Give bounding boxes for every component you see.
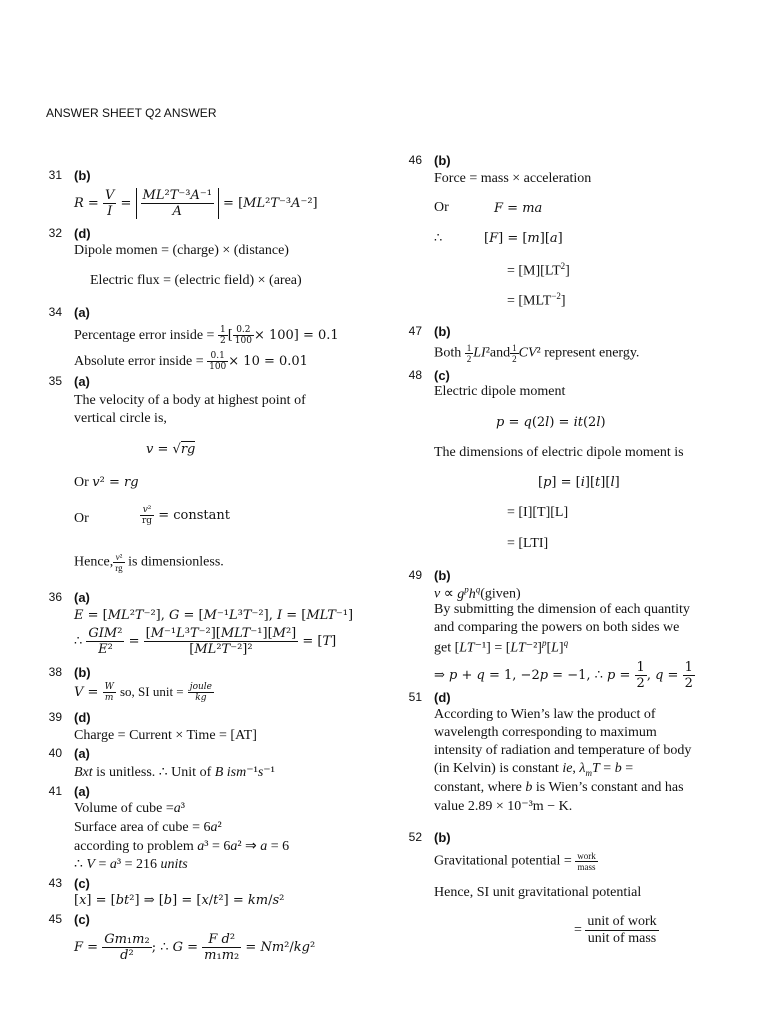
answer-option: (c) [74,876,90,891]
answer-option: (b) [434,830,451,845]
q52-line2: Hence, SI unit gravitational potential [434,885,642,900]
question-number: 38 [48,665,62,679]
q39-line: Charge = Current × Time = [AT] [74,728,257,743]
q48-dim3: = [LTI] [507,536,549,551]
q48-line1: Electric dipole moment [434,384,566,399]
question-number: 39 [48,710,62,724]
q35-const: $\frac{\text{v²}}{rg}$ = constant [142,505,230,526]
q36-line1: E = [ML²T⁻²], G = [M⁻¹L³T⁻²], I = [MLT⁻¹] [74,608,354,623]
question-number: 46 [408,153,422,167]
q51-line1: According to Wien’s law the product of [434,707,656,722]
q41-line3: according to problem a³ = 6a² ⇒ a = 6 [74,839,290,854]
q41-line2: Surface area of cube = 6a² [74,820,222,835]
q51-line4: (in Kelvin) is constant ie, $\lambda_mT = b$ = [434,761,634,778]
q51-line6: value 2.89 × 10⁻³m − K. [434,799,573,814]
answer-option: (a) [74,374,90,389]
answer-option: (a) [74,305,90,320]
question-number: 47 [408,324,422,338]
question-number: 40 [48,746,62,760]
answer-option: (c) [434,368,450,383]
q38-line: V = $\frac{W}{m}$ so, SI unit = joule kg [74,682,213,703]
q46-line1: Force = mass × acceleration [434,171,592,186]
q40-line: Bxt is unitless. ∴ Unit of B ism⁻¹s⁻¹ [74,765,275,780]
answer-option: (a) [74,784,90,799]
answer-option: (b) [434,324,451,339]
q32-line1: Dipole momen = (charge) × (distance) [74,243,289,258]
q47-line: Both $\frac{1}{2}$ LI²and $\frac{1}{2}$ CV² represent energy. [434,343,640,364]
q52-line3: = unit of work unit of mass [574,914,657,946]
question-number: 49 [408,568,422,582]
answer-option: (b) [434,153,451,168]
page-title: ANSWER SHEET Q2 ANSWER [46,106,217,120]
answer-option: (c) [74,912,90,927]
q48-dim2: = [I][T][L] [507,505,569,520]
q46-fma: F = ma [494,201,543,216]
q35-line1: The velocity of a body at highest point of [74,393,306,408]
q49-line5: ⇒ p + q = 1, −2p = −1, ∴ p = $\frac{1}{2}$ , q = $\frac{1}{2}$ [434,660,693,691]
q46-therefore: ∴ [434,231,443,246]
answer-option: (a) [74,590,90,605]
q46-or: Or [434,200,449,215]
q31-formula: R = $\frac{V}{I}$ = $\frac{\text{ML²T⁻³A⁻¹}}{A}$ = [ML²T⁻³A⁻²] [74,188,318,219]
q41-line1: Volume of cube =a³ [74,801,185,816]
question-number: 36 [48,590,62,604]
answer-option: (b) [74,168,91,183]
answer-option: (b) [74,665,91,680]
question-number: 41 [48,784,62,798]
q48-line2: The dimensions of electric dipole moment is [434,445,684,460]
q48-dim1: [p] = [i][t][l] [538,475,620,490]
question-number: 43 [48,876,62,890]
q49-line4: get $[LT^{-1}] = [LT^{-2}]^p[L]^q$ [434,638,569,656]
answer-option: (b) [434,568,451,583]
q48-formula: p = q(2l) = it(2l) [496,415,606,430]
q49-line2: By submitting the dimension of each quantity [434,602,690,617]
answer-option: (a) [74,746,90,761]
q34-line1: Percentage error inside = $\frac{1}{2}$ [ $\frac{0.2}{100}$ × 100] = 0.1 [74,325,339,346]
question-number: 34 [48,305,62,319]
q35-formula: v = √rg [146,442,196,457]
q49-line1: $v \propto g^ph^q(given)$ [434,584,521,602]
answer-option: (d) [74,226,91,241]
q51-line5: constant, where b is Wien’s constant and has [434,780,684,795]
question-number: 31 [48,168,62,182]
question-number: 51 [408,690,422,704]
q51-line2: wavelength corresponding to maximum [434,725,657,740]
answer-option: (d) [434,690,451,705]
q32-line2: Electric flux = (electric field) × (area) [90,273,302,288]
q34-line2: Absolute error inside = $\frac{0.1}{100}$ × 10 = 0.01 [74,351,308,372]
q46-dim1: [F] = [m][a] [484,231,563,246]
answer-option: (d) [74,710,91,725]
q41-line4: ∴ V = a³ = 216 units [74,857,188,872]
q43-line: [x] = [bt²] ⇒ [b] = [x/t²] = km/s² [74,893,285,908]
q51-line3: intensity of radiation and temperature of body [434,743,692,758]
q35-hence: Hence, $\frac{\text{v²}}{rg}$ is dimensionless. [74,552,224,573]
q35-or1: Or v² = rg [74,475,139,490]
q35-or2: Or [74,511,89,526]
question-number: 45 [48,912,62,926]
q45-line: F = $\frac{\text{Gm₁m₂}}{\text{d²}}$ ; ∴ G = $\frac{\text{F d²}}{\text{m₁m₂}}$ = Nm²/kg² [74,932,316,963]
question-number: 32 [48,226,62,240]
q46-dim3: = $[MLT^{-2}]$ [507,291,566,309]
q35-line2: vertical circle is, [74,411,167,426]
question-number: 35 [48,374,62,388]
question-number: 52 [408,830,422,844]
q49-line3: and comparing the powers on both sides we [434,620,680,635]
q46-dim2: = $[M][LT^2]$ [507,261,570,279]
question-number: 48 [408,368,422,382]
q36-line2: ∴ GIM² E² = [M⁻¹L³T⁻²][MLT⁻¹][M²] [ML²T⁻²]² = [T] [74,626,337,657]
q52-line1: Gravitational potential = work mass [434,851,596,872]
